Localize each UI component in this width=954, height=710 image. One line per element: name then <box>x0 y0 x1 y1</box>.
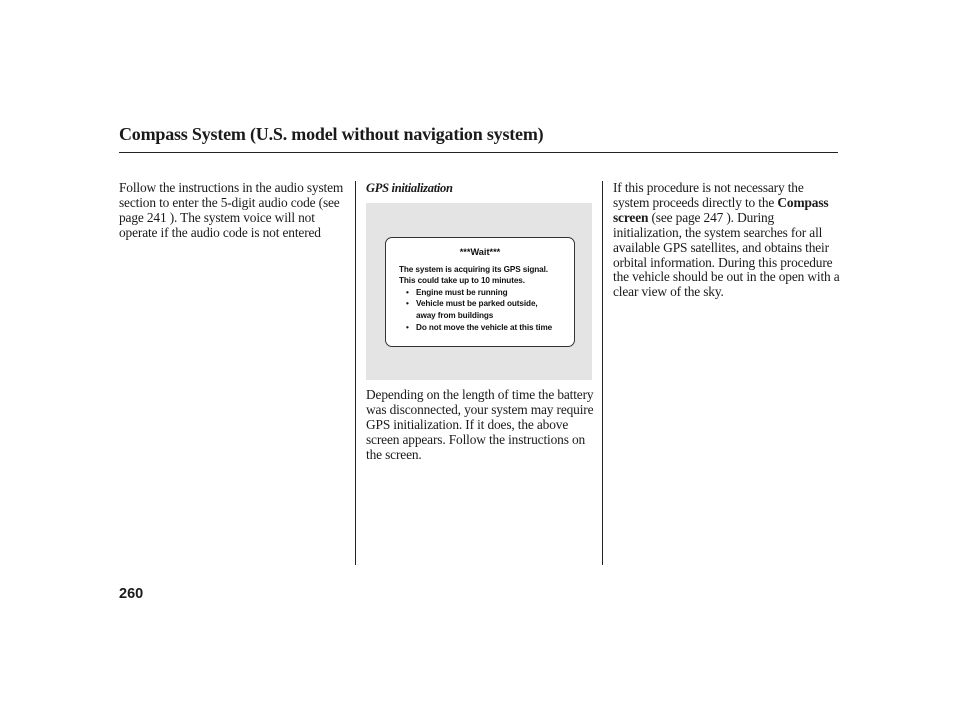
page-number: 260 <box>119 586 144 602</box>
bullet-dot: • <box>406 322 409 332</box>
gps-screen-illustration <box>366 203 592 380</box>
column-divider-right <box>602 181 603 565</box>
screen-bullet-list <box>386 287 574 333</box>
bullet-text-continued: away from buildings <box>416 310 494 320</box>
screen-bullet-item <box>386 298 574 321</box>
bullet-text: Do not move the vehicle at this time <box>416 322 553 332</box>
screen-wait-title: ***Wait*** <box>459 247 501 257</box>
gps-initialization-subheading: GPS initialization <box>366 181 453 195</box>
gps-screen-display <box>385 237 575 347</box>
column3-text-after: (see page 247 ). During initialization, the system searches for all available GPS satellites, and obtains their orbital information. During this procedure the vehicle should be out in the open with a clear view of the sky. <box>613 209 840 300</box>
column-divider-left <box>355 181 356 565</box>
bullet-dot: • <box>406 287 409 297</box>
screen-message-line2: This could take up to 10 minutes. <box>399 276 525 286</box>
screen-bullet-item <box>386 287 574 299</box>
bullet-text: Vehicle must be parked outside, <box>416 299 538 309</box>
page-title: Compass System (U.S. model without navigation system) <box>119 124 544 144</box>
column1-paragraph: Follow the instructions in the audio system section to enter the 5-digit audio code (see page 241 ). The system voice will not operate if the audio code is not entered <box>119 180 344 240</box>
screen-bullet-item <box>386 322 574 334</box>
bullet-dot: • <box>406 299 409 309</box>
compass-screen-term: Compass screen <box>613 194 829 225</box>
bullet-text: Engine must be running <box>416 287 508 297</box>
title-rule <box>119 152 838 153</box>
column3-text-before: If this procedure is not necessary the system proceeds directly to the <box>613 180 804 210</box>
screen-message-line1: The system is acquiring its GPS signal. <box>399 264 548 274</box>
column3-paragraph <box>613 181 841 300</box>
column2-paragraph: Depending on the length of time the battery was disconnected, your system may require GPS initialization. If it does, the above screen appears. Follow the instructions on the screen. <box>366 387 594 462</box>
